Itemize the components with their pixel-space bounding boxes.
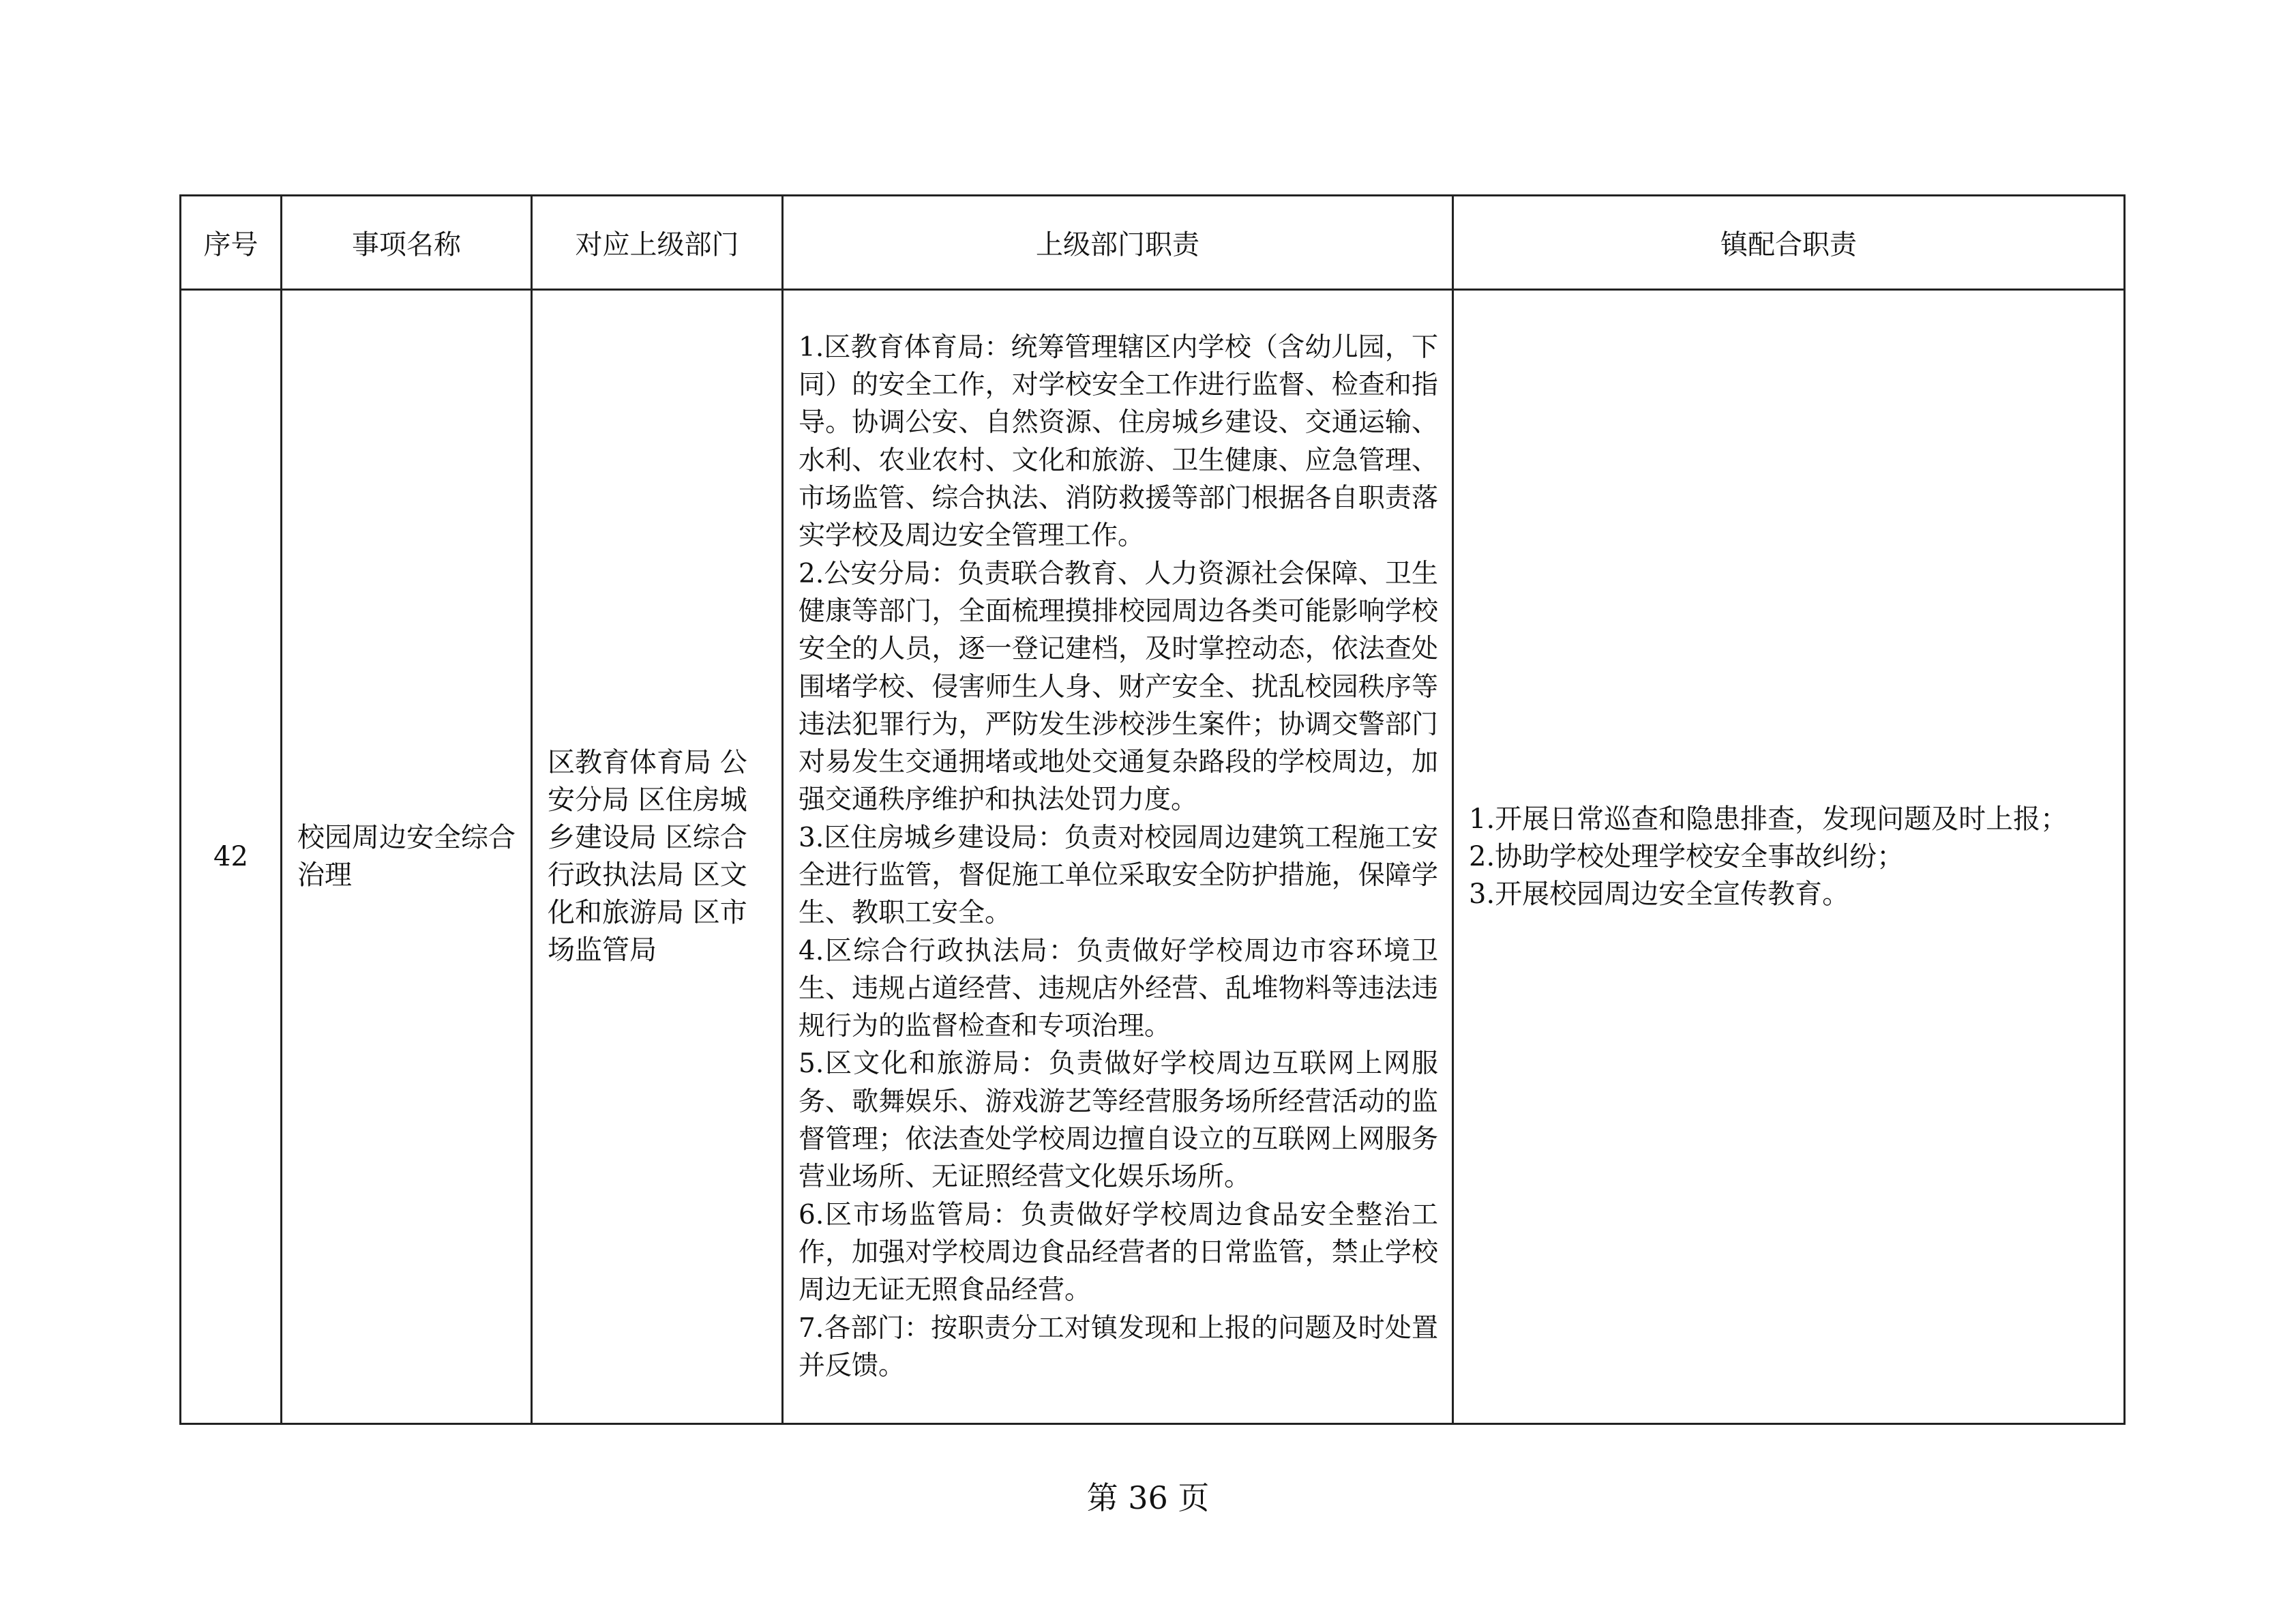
header-superior-dept: 对应上级部门 — [532, 196, 783, 290]
row-superior-dept: 区教育体育局 公安分局 区住房城乡建设局 区综合行政执法局 区文化和旅游局 区市场监管局 — [532, 290, 783, 1424]
page-number: 第 36 页 — [1086, 1479, 1210, 1516]
town-duty-item: 3.开展校园周边安全宣传教育。 — [1469, 878, 1850, 910]
header-town-duties: 镇配合职责 — [1453, 196, 2125, 290]
table-row — [181, 290, 2125, 1424]
superior-duty-item: 7.各部门：按职责分工对镇发现和上报的问题及时处置并反馈。 — [799, 1312, 1438, 1381]
row-item-name: 校园周边安全综合治理 — [282, 290, 532, 1424]
superior-duty-item: 5.区文化和旅游局：负责做好学校周边互联网上网服务、歌舞娱乐、游戏游艺等经营服务场所经营活动的监督管理；依法查处学校周边擅自设立的互联网上网服务营业场所、无证照经营文化娱乐场所。 — [799, 1048, 1438, 1193]
duty-table — [179, 194, 2126, 1425]
superior-duty-item: 3.区住房城乡建设局：负责对校园周边建筑工程施工安全进行监管，督促施工单位采取安全防护措施，保障学生、教职工安全。 — [799, 822, 1438, 929]
row-town-duties — [1453, 290, 2125, 1424]
row-superior-duties — [783, 290, 1453, 1424]
header-seq: 序号 — [181, 196, 282, 290]
header-superior-duties: 上级部门职责 — [783, 196, 1453, 290]
town-duty-item: 2.协助学校处理学校安全事故纠纷； — [1469, 840, 1905, 872]
row-seq: 42 — [181, 290, 282, 1424]
superior-duty-item: 4.区综合行政执法局：负责做好学校周边市容环境卫生、违规占道经营、违规店外经营、乱堆物料等违法违规行为的监督检查和专项治理。 — [799, 935, 1438, 1042]
town-duty-item: 1.开展日常巡查和隐患排查，发现问题及时上报； — [1469, 803, 2068, 835]
table-header-row — [181, 196, 2125, 290]
header-item-name: 事项名称 — [282, 196, 532, 290]
superior-duty-item: 1.区教育体育局：统筹管理辖区内学校（含幼儿园，下同）的安全工作，对学校安全工作进行监督、检查和指导。协调公安、自然资源、住房城乡建设、交通运输、水利、农业农村、文化和旅游、卫生健康、应急管理、市场监管、综合执法、消防救援等部门根据各自职责落实学校及周边安全管理工作。 — [799, 331, 1438, 552]
superior-duty-item: 2.公安分局：负责联合教育、人力资源社会保障、卫生健康等部门，全面梳理摸排校园周边各类可能影响学校安全的人员，逐一登记建档，及时掌控动态，依法查处围堵学校、侵害师生人身、财产安全、扰乱校园秩序等违法犯罪行为，严防发生涉校涉生案件；协调交警部门对易发生交通拥堵或地处交通复杂路段的学校周边，加强交通秩序维护和执法处罚力度。 — [799, 558, 1438, 816]
superior-duty-item: 6.区市场监管局：负责做好学校周边食品安全整治工作，加强对学校周边食品经营者的日常监管，禁止学校周边无证无照食品经营。 — [799, 1199, 1438, 1306]
